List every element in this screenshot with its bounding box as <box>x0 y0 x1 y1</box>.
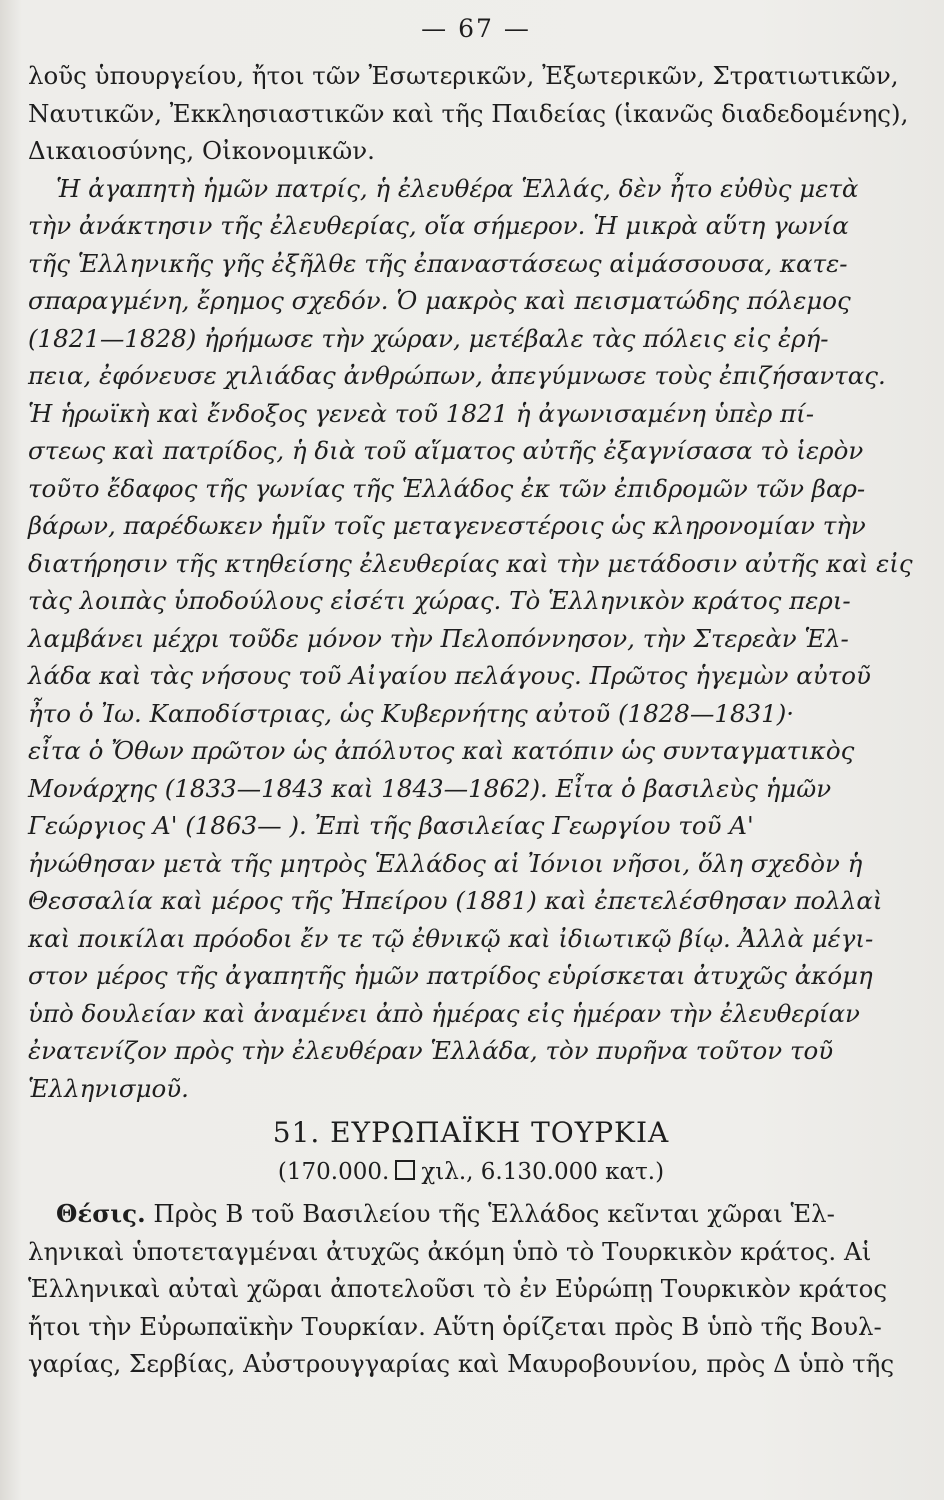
italic-line: τοῦτο ἔδαφος τῆς γωνίας τῆς Ἑλλάδος ἐκ τῶν ἐπιδρομῶν τῶν βαρ- <box>28 473 866 503</box>
italic-line: Θεσσαλία καὶ μέρος τῆς Ἠπείρου (1881) καὶ ἐπετελέσθησαν πολλαὶ <box>28 886 883 915</box>
text-line: λοῦς ὑπουργείου, ἤτοι τῶν Ἐσωτερικῶν, Ἐξωτερικῶν, Στρατιωτικῶν, <box>28 61 899 90</box>
text-line: Δικαιοσύνης, Οἰκονομικῶν. <box>28 136 375 165</box>
italic-line: Ἑλληνισμοῦ. <box>28 1073 189 1103</box>
italic-line: βάρων, παρέδωκεν ἡμῖν τοῖς μεταγενεστέροις ὡς κληρονομίαν τὴν <box>28 511 866 540</box>
italic-line: Ἡ ἀγαπητὴ ἡμῶν πατρίς, ἡ ἐλευθέρα Ἑλλάς, δὲν ἦτο εὐθὺς μετὰ <box>56 173 859 203</box>
italic-line: καὶ ποικίλαι πρόοδοι ἔν τε τῷ ἐθνικῷ καὶ ἰδιωτικῷ βίῳ. Ἀλλὰ μέγι- <box>28 923 874 953</box>
page-number: — 67 — <box>421 14 531 43</box>
italic-line: Γεώργιος Α' (1863— ). Ἐπὶ τῆς βασιλείας Γεωργίου τοῦ Α' <box>28 811 754 840</box>
text-span: Πρὸς Β τοῦ Βασιλείου τῆς Ἑλλάδος κεῖνται χῶραι Ἑλ- <box>153 1199 835 1228</box>
italic-line: ἦτο ὁ Ἰω. Καποδίστριας, ὡς Κυβερνήτης αὐτοῦ (1828—1831)· <box>28 698 795 728</box>
italic-line: στεως καὶ πατρίδος, ἡ διὰ τοῦ αἵματος αὐτῆς ἐξαγνίσασα τὸ ἱερὸν <box>28 436 864 465</box>
italic-line: στον μέρος τῆς ἀγαπητῆς ἡμῶν πατρίδος εὑρίσκεται ἀτυχῶς ἀκόμη <box>28 961 873 990</box>
italic-paragraph <box>28 170 913 1108</box>
area-value: (170.000. <box>277 1159 390 1185</box>
italic-line: ἐνατενίζον πρὸς τὴν ἐλευθέραν Ἑλλάδα, τὸν πυρῆνα τοῦτον τοῦ <box>28 1036 834 1065</box>
italic-line: σπαραγμένη, ἔρημος σχεδόν. Ὁ μακρὸς καὶ πεισματώδης πόλεμος <box>28 286 851 315</box>
text-line: Ναυτικῶν, Ἐκκλησιαστικῶν καὶ τῆς Παιδείας (ἱκανῶς διαδεδομένης), <box>28 98 909 128</box>
italic-line: εἶτα ὁ Ὄθων πρῶτον ὡς ἀπόλυτος καὶ κατόπιν ὡς συνταγματικὸς <box>28 736 855 765</box>
population-value: χιλ., 6.130.000 κατ.) <box>421 1159 665 1185</box>
italic-line: Ἡ ἡρωϊκὴ καὶ ἔνδοξος γενεὰ τοῦ 1821 ἡ ἀγωνισαμένη ὑπὲρ πί- <box>28 398 815 428</box>
text-line: γαρίας, Σερβίας, Αὐστρουγγαρίας καὶ Μαυροβουνίου, πρὸς Δ ὑπὸ τῆς <box>28 1349 895 1378</box>
italic-line: τῆς Ἑλληνικῆς γῆς ἐξῆλθε τῆς ἐπαναστάσεως αἱμάσσουσα, κατε- <box>28 248 848 278</box>
text-line: ἤτοι τὴν Εὐρωπαϊκὴν Τουρκίαν. Αὕτη ὁρίζεται πρὸς Β ὑπὸ τῆς Βουλ- <box>28 1311 882 1341</box>
italic-line: τὴν ἀνάκτησιν τῆς ἐλευθερίας, οἵα σήμερον. Ἡ μικρὰ αὕτη γωνία <box>28 211 849 240</box>
square-km-icon <box>395 1160 415 1180</box>
text-line: Ἑλληνικαὶ αὐταὶ χῶραι ἀποτελοῦσι τὸ ἐν Εὐρώπῃ Τουρκικὸν κράτος <box>28 1274 888 1303</box>
italic-line: πεια, ἐφόνευσε χιλιάδας ἀνθρώπων, ἀπεγύμνωσε τοὺς ἐπιζήσαντας. <box>28 361 886 390</box>
italic-line: λαμβάνει μέχρι τοῦδε μόνον τὴν Πελοπόννησον, τὴν Στερεὰν Ἑλ- <box>28 623 849 653</box>
section-title: 51. ΕΥΡΩΠΑΪΚΗ ΤΟΥΡΚΙΑ <box>272 1116 670 1149</box>
italic-line: ἠνώθησαν μετὰ τῆς μητρὸς Ἑλλάδος αἱ Ἰόνιοι νῆσοι, ὅλη σχεδὸν ἡ <box>28 848 863 878</box>
italic-line: Μονάρχης (1833—1843 καὶ 1843—1862). Εἶτα ὁ βασιλεὺς ἡμῶν <box>28 773 832 803</box>
intro-paragraph <box>28 57 909 170</box>
text-line <box>28 1195 884 1233</box>
italic-line: (1821—1828) ἠρήμωσε τὴν χώραν, μετέβαλε τὰς πόλεις εἰς ἐρή- <box>28 323 829 353</box>
italic-line: τὰς λοιπὰς ὑποδούλους εἰσέτι χώρας. Τὸ Ἑλληνικὸν κράτος περι- <box>28 586 851 615</box>
italic-line: ὑπὸ δουλείαν καὶ ἀναμένει ἀπὸ ἡμέρας εἰς ἡμέραν τὴν ἐλευθερίαν <box>28 998 860 1028</box>
italic-line: διατήρησιν τῆς κτηθείσης ἐλευθερίας καὶ τὴν μετάδοσιν αὐτῆς καὶ εἰς <box>28 548 913 578</box>
paragraph-lead: Θέσις. <box>56 1199 146 1228</box>
area-population <box>28 1153 884 1191</box>
italic-line: λάδα καὶ τὰς νήσους τοῦ Αἰγαίου πελάγους. Πρῶτος ἡγεμὼν αὐτοῦ <box>28 661 871 690</box>
body-paragraph <box>28 1195 895 1383</box>
text-line: ληνικαὶ ὑποτεταγμέναι ἀτυχῶς ἀκόμη ὑπὸ τὸ Τουρκικὸν κράτος. Αἱ <box>28 1236 872 1266</box>
